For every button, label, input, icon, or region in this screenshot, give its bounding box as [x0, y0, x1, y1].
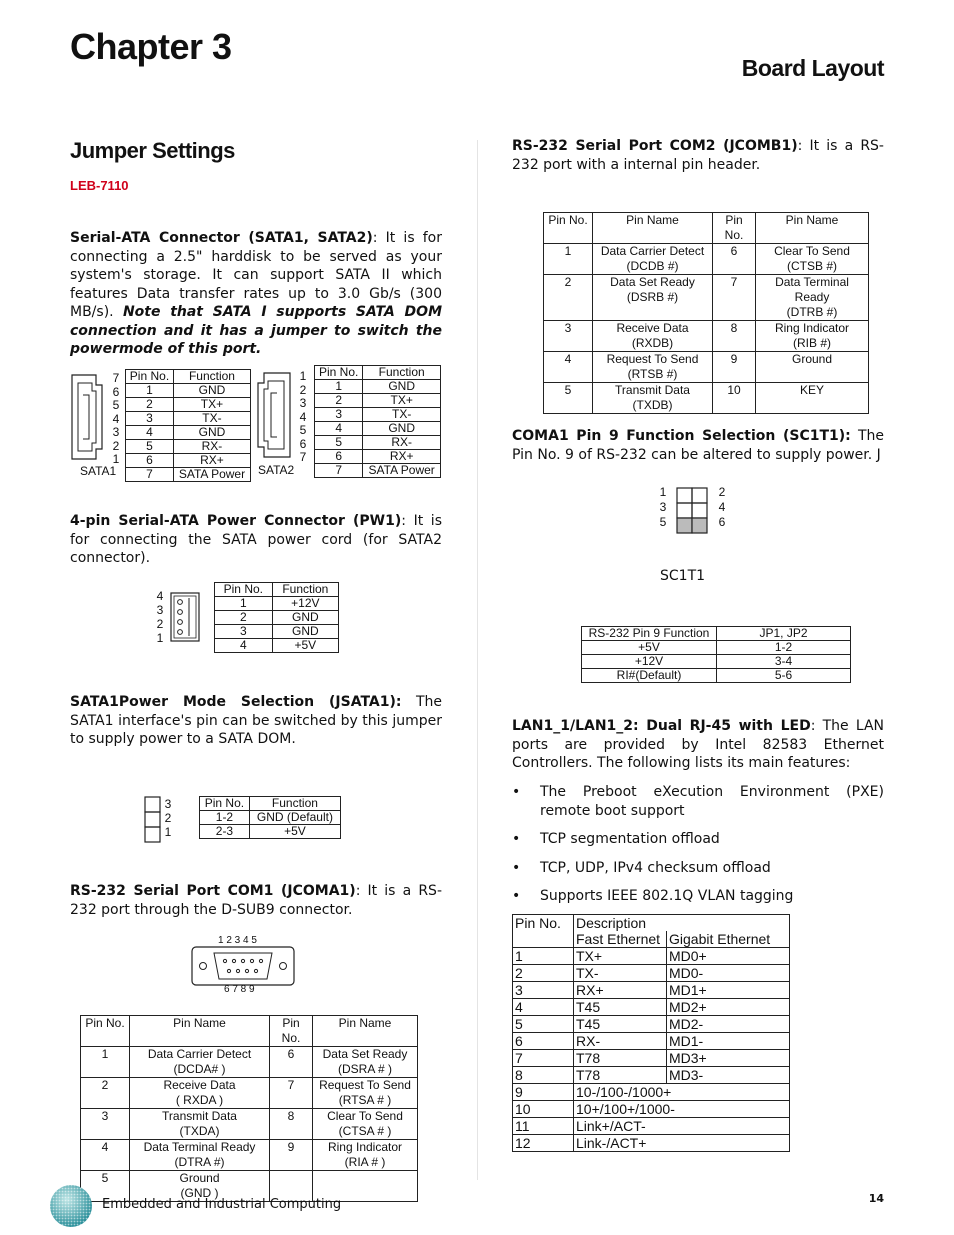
- lan-feature-item: • TCP segmentation offload: [512, 830, 884, 849]
- dsub9-bottom-pins: 6 7 8 9: [224, 984, 255, 995]
- model-label: LEB-7110: [70, 178, 129, 193]
- pw1-paragraph: 4-pin Serial-ATA Power Connector (PW1): It is for connecting the SATA power cord (for SATA2 connector).: [70, 513, 442, 566]
- sc1t1-jumper-diagram: [676, 487, 710, 535]
- sc1t1-right-pin-numbers: 2 4 6: [718, 485, 726, 529]
- com2-paragraph: RS-232 Serial Port COM2 (JCOMB1): It is a RS-232 port with a internal pin header.: [512, 138, 884, 173]
- lan-feature-item: • TCP, UDP, IPv4 checksum offload: [512, 859, 884, 878]
- pw1-connector-diagram: [170, 592, 200, 642]
- lan-feature-list: [512, 783, 884, 916]
- sata2-pin-numbers: 1 2 3 4 5 6 7: [299, 369, 307, 464]
- sc1t1-paragraph: COMA1 Pin 9 Function Selection (SC1T1): The Pin No. 9 of RS-232 can be altered to supply power. J: [512, 428, 884, 463]
- lan-paragraph: LAN1_1/LAN1_2: Dual RJ-45 with LED: The LAN ports are provided by Intel 82583 Ethernet Controllers. The following lists its main features:: [512, 718, 885, 771]
- page-number: 14: [868, 1192, 884, 1205]
- jsata1-pin-numbers: 3 2 1: [164, 797, 172, 839]
- lan-pin-table: Pin No. Description Fast Ethernet Gigabit Ethernet 1 TX+ MD0+ 2 TX- MD0- 3 RX+ MD1+ 4 T45 MD2+ 5 T45 MD2- 6 RX- MD1- 7 T78 MD3+ 8 T78 MD3- 9 10-/100-/1000+ 10 10+/100+/1000- 11 Link+/ACT- 12 Link-/ACT+: [512, 914, 790, 1152]
- dsub9-connector-diagram: [190, 934, 296, 996]
- sc1t1-left-pin-numbers: 1 3 5: [659, 485, 667, 529]
- jsata1-pin-table: Pin No. Function 1-2 GND (Default) 2-3 +5V: [199, 796, 341, 839]
- sata2-connector-diagram: [256, 371, 292, 459]
- sata1-connector-diagram: [70, 373, 104, 461]
- lan-feature-item: • Supports IEEE 802.1Q VLAN tagging: [512, 887, 884, 906]
- dsub9-top-pins: 1 2 3 4 5: [218, 935, 257, 946]
- com1-paragraph: RS-232 Serial Port COM1 (JCOMA1): It is a RS-232 port through the D-SUB9 connector.: [70, 883, 442, 918]
- sc1t1-caption: SC1T1: [660, 568, 706, 584]
- lan-feature-item: • The Preboot eXecution Environment (PXE) remote boot support: [512, 783, 884, 820]
- jsata1-paragraph: SATA1Power Mode Selection (JSATA1): The SATA1 interface's pin can be switched by this jumper to supply power to a SATA DOM.: [70, 694, 442, 747]
- column-divider: [477, 140, 478, 1180]
- section-title: Board Layout: [741, 55, 884, 81]
- sata2-pin-table: Pin No. Function 1 GND 2 TX+ 3 TX- 4 GND 5 RX- 6 RX+ 7 SATA Power: [314, 365, 441, 478]
- jumper-settings-heading: Jumper Settings: [70, 138, 235, 163]
- jsata1-jumper-diagram: [144, 796, 162, 844]
- sata1-pin-table: Pin No. Function 1 GND 2 TX+ 3 TX- 4 GND 5 RX- 6 RX+ 7 SATA Power: [125, 369, 251, 482]
- sc1t1-function-table: RS-232 Pin 9 Function JP1, JP2 +5V 1-2 +12V 3-4 RI#(Default) 5-6: [581, 626, 851, 683]
- sata1-pin-numbers: 7 6 5 4 3 2 1: [112, 371, 120, 466]
- sata-paragraph: Serial-ATA Connector (SATA1, SATA2): It is for connecting a 2.5" harddisk to be served as your system's storage. It can support SATA II which features Data transfer rates up to 3.0 Gb/s (300 MB/s). Note that SATA I supports SATA DOM connection and it has a jumper to switch the powermode of this port.: [70, 230, 443, 357]
- com2-pin-table: Pin No. Pin Name Pin No. Pin Name 1 Data Carrier Detect (DCDB #) 6 Clear To Send (CTSB #) 2 Data Set Ready (DSRB #) 7 Data Terminal Ready (DTRB #) 3 Receive Data (RXDB) 8 Ring Indicator (RIB #) 4 Request To Send (RTSB #) 9 Ground 5 Transmit Data (TXDB) 10 KEY: [543, 212, 869, 414]
- sata2-caption: SATA2: [258, 463, 295, 477]
- company-logo-icon: [49, 1184, 93, 1228]
- pw1-pin-numbers: 4 3 2 1: [156, 589, 164, 645]
- com1-pin-table: Pin No. Pin Name Pin No. Pin Name 1 Data Carrier Detect (DCDA# ) 6 Data Set Ready (DSRA # ) 2 Receive Data ( RXDA ) 7 Request To Send (RTSA # ) 3 Transmit Data (TXDA) 8 Clear To Send (CTSA # ) 4 Data Terminal Ready (DTRA #) 9 Ring Indicator (RIA # ) 5 Ground (GND ): [80, 1015, 418, 1202]
- chapter-title: Chapter 3: [70, 26, 232, 67]
- sata1-caption: SATA1: [80, 464, 117, 478]
- pw1-pin-table: Pin No. Function 1 +12V 2 GND 3 GND 4 +5V: [214, 582, 339, 653]
- footer-company: Embedded and Industrial Computing: [102, 1197, 342, 1212]
